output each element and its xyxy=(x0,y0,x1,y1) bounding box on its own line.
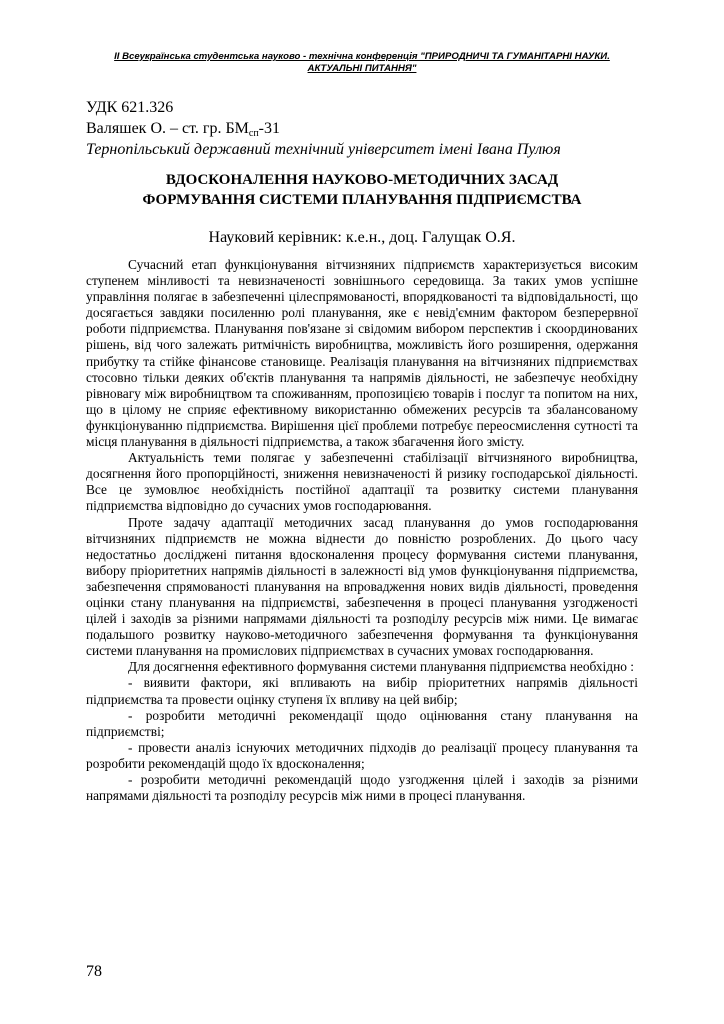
conference-header xyxy=(100,51,624,75)
list-item: - провести аналіз існуючих методичних підходів до реалізації процесу планування та розробити рекомендацій щодо їх вдосконалення; xyxy=(86,739,638,771)
page-number: 78 xyxy=(86,963,102,980)
author-line xyxy=(86,118,646,139)
list-item: - виявити фактори, які впливають на вибір пріоритетних напрямів діяльності підприємства та провести оцінку ступеня їх впливу на цей вибір; xyxy=(86,675,638,707)
article-title xyxy=(86,170,638,210)
paragraph: Актуальність теми полягає у забезпеченні стабілізації вітчизняного виробництва, досягнення його пропорційності, зниження невизначеності й ризику господарської діяльності. Все це зумовлює необхідність постійної адаптації та розвитку системи планування підприємства відповідно до сучасних умов господарювання. xyxy=(86,450,638,514)
author-suffix: -31 xyxy=(258,120,280,137)
list-item: - розробити методичні рекомендацій щодо узгодження цілей і заходів за різними напрямами діяльності та розподілу ресурсів між ними в процесі планування. xyxy=(86,772,638,804)
supervisor-line: Науковий керівник: к.е.н., доц. Галущак О.Я. xyxy=(208,229,516,246)
list-item: - розробити методичні рекомендації щодо оцінювання стану планування на підприємстві; xyxy=(86,707,638,739)
paragraph: Проте задачу адаптації методичних засад планування до умов господарювання вітчизняних підприємств не можна віднести до повністю розроблених. До цього часу недостатньо досліджені питання вдосконалення процесу формування системи планування, вибору пріоритетних напрямів діяльності в залежності від умов функціонування підприємства, забезпечення спрямованості планування на впровадження нових видів діяльності, проведення оцінки стану планування на підприємстві, забезпечення в процесі планування узгодженості цілей і заходів за різними напрямами діяльності та розподілу ресурсів між ними. Це вимагає подальшого розвитку науково-методичного забезпечення формування та функціонування системи планування на промислових підприємствах в сучасних умовах господарювання. xyxy=(86,514,638,659)
conference-header-line-2: АКТУАЛЬНІ ПИТАННЯ" xyxy=(307,63,417,74)
conference-header-line-1: ІІ Всеукраїнська студентська науково - технічна конференція "ПРИРОДНИЧІ ТА ГУМАНІТАРНІ НАУКИ. xyxy=(114,51,610,62)
article-title-line-2: ФОРМУВАННЯ СИСТЕМИ ПЛАНУВАННЯ ПІДПРИЄМСТВА xyxy=(142,192,582,208)
author-prefix: Валяшек О. – ст. гр. БМ xyxy=(86,120,249,137)
article-body xyxy=(86,257,638,804)
paragraph: Для досягнення ефективного формування системи планування підприємства необхідно : xyxy=(128,659,634,675)
author-group-subscript: сп xyxy=(248,128,259,139)
paragraph: Сучасний етап функціонування вітчизняних підприємств характеризується високим ступенем мінливості та невизначеності зовнішнього середовища. За таких умов успішне управління полягає в забезпеченні цілеспрямованості, впорядкованості та відповідальності, що досягається завдяки посиленню ролі планування, яке є невід'ємним фактором безперервної роботи підприємства. Планування пов'язане зі свідомим вибором перспектив і скоординованих рішень, від чого залежать ритмічність виробництва, можливість його розширення, одержання прибутку та стійке фінансове становище. Реалізація планування на вітчизняних підприємствах стосовно тільки деяких об'єктів планування та напрямів діяльності, не забезпечує необхідну рівновагу між виробництвом та споживанням, пропозицією товарів і послуг та попитом на них, що в цілому не сприяє ефективному використанню обмежених ресурсів та збалансованому функціонуванню підприємства. Вирішення цієї проблеми потребує переосмислення сутності та місця планування в діяльності підприємства, а також збагачення його змісту. xyxy=(86,257,638,450)
udc-code: УДК 621.326 xyxy=(86,99,174,116)
affiliation: Тернопільський державний технічний університет імені Івана Пулюя xyxy=(86,141,561,158)
article-title-line-1: ВДОСКОНАЛЕННЯ НАУКОВО-МЕТОДИЧНИХ ЗАСАД xyxy=(165,172,559,188)
article-meta xyxy=(86,97,646,160)
